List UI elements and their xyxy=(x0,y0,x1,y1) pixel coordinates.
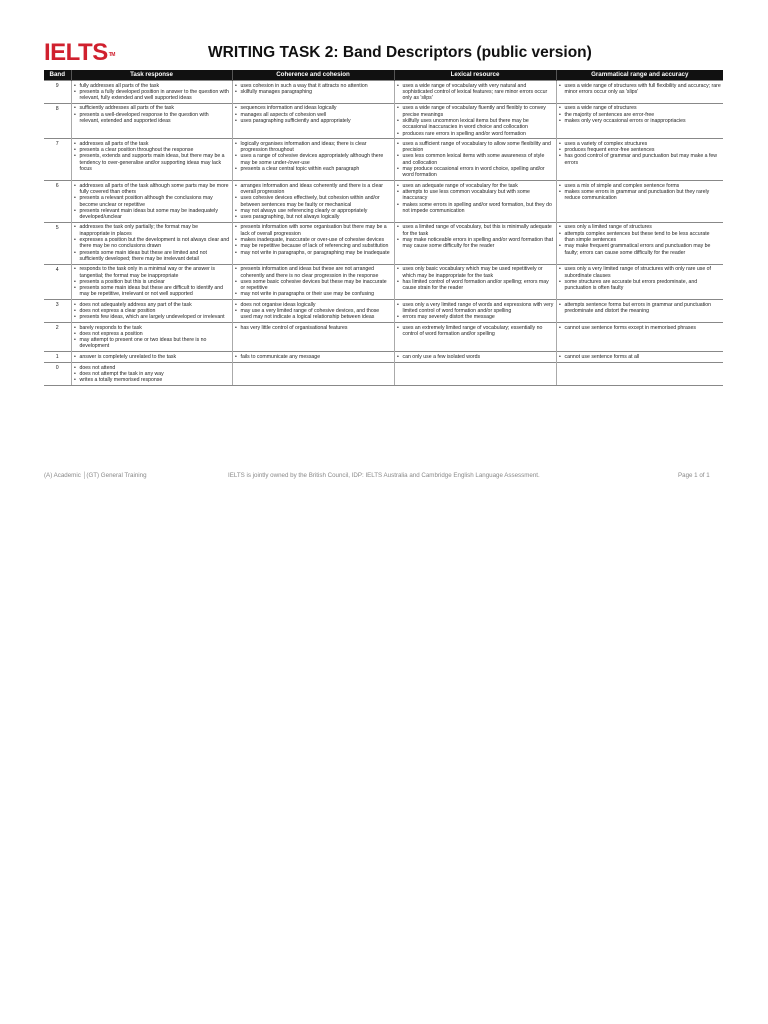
descriptor-cell-grammar xyxy=(556,323,723,352)
descriptor-list xyxy=(559,302,722,315)
descriptor-cell-task xyxy=(71,323,232,352)
descriptor-list xyxy=(559,105,722,124)
descriptor-cell-grammar xyxy=(556,139,723,181)
descriptor-item: • uses only a very limited range of structures with only rare use of subordinate clauses xyxy=(559,266,722,279)
descriptor-item: • uses a wide range of vocabulary with very natural and sophisticated control of lexical features; rare minor errors occur only as 'slips' xyxy=(397,83,554,102)
descriptor-list xyxy=(559,141,722,166)
descriptor-list xyxy=(559,224,722,255)
descriptor-item: • presents relevant main ideas but some may be inadequately developed/unclear xyxy=(74,208,230,221)
descriptor-cell-task xyxy=(71,81,232,104)
descriptor-item: • uses only basic vocabulary which may be used repetitively or which may be inappropriate for the task xyxy=(397,266,554,279)
table-row xyxy=(44,222,723,264)
descriptor-item: • presents a relevant position although the conclusions may become unclear or repetitive xyxy=(74,195,230,208)
descriptor-list xyxy=(235,83,392,96)
page-title: WRITING TASK 2: Band Descriptors (public version) xyxy=(208,44,592,61)
descriptor-item: • answer is completely unrelated to the task xyxy=(74,354,230,360)
descriptor-cell-lexical xyxy=(394,81,556,104)
descriptor-list xyxy=(397,302,554,321)
descriptor-item: • uses a range of cohesive devices appropriately although there may be some under-/over-use xyxy=(235,153,392,166)
table-row xyxy=(44,139,723,181)
descriptor-item: • uses a wide range of structures with full flexibility and accuracy; rare minor errors occur only as 'slips' xyxy=(559,83,722,96)
descriptor-item: • manages all aspects of cohesion well xyxy=(235,112,392,118)
descriptor-list xyxy=(559,183,722,202)
descriptor-item: • does not attend xyxy=(74,365,230,371)
descriptor-item: • errors may severely distort the message xyxy=(397,314,554,320)
descriptor-item: • responds to the task only in a minimal way or the answer is tangential; the format may be inappropriate xyxy=(74,266,230,279)
descriptor-list xyxy=(74,302,230,321)
descriptor-list xyxy=(397,105,554,136)
descriptor-list xyxy=(74,365,230,384)
table-row xyxy=(44,81,723,104)
descriptor-item: • some structures are accurate but errors predominate, and punctuation is often faulty xyxy=(559,279,722,292)
descriptor-item: • cannot use sentence forms except in memorised phrases xyxy=(559,325,722,331)
band-score: 1 xyxy=(44,352,71,363)
table-header-row xyxy=(44,70,723,81)
descriptor-list xyxy=(559,325,722,331)
descriptor-list xyxy=(74,141,230,172)
band-score: 8 xyxy=(44,103,71,138)
descriptor-item: • uses less common lexical items with some awareness of style and collocation xyxy=(397,153,554,166)
descriptor-item: • skilfully uses uncommon lexical items but there may be occasional inaccuracies in word choice and collocation xyxy=(397,118,554,131)
descriptor-item: • uses a wide range of structures xyxy=(559,105,722,111)
table-row xyxy=(44,181,723,223)
descriptor-cell-coherence xyxy=(232,300,394,323)
descriptor-item: • cannot use sentence forms at all xyxy=(559,354,722,360)
descriptor-item: • has good control of grammar and punctuation but may make a few errors xyxy=(559,153,722,166)
descriptor-cell-lexical xyxy=(394,363,556,386)
descriptor-list xyxy=(235,183,392,221)
descriptor-item: • uses a wide range of vocabulary fluently and flexibly to convey precise meanings xyxy=(397,105,554,118)
descriptor-item: • makes some errors in spelling and/or word formation, but they do not impede communication xyxy=(397,202,554,215)
descriptor-item: • sequences information and ideas logically xyxy=(235,105,392,111)
descriptor-list xyxy=(235,354,392,360)
descriptor-item: • fully addresses all parts of the task xyxy=(74,83,230,89)
descriptor-cell-lexical xyxy=(394,181,556,223)
descriptor-item: • uses cohesive devices effectively, but cohesion within and/or between sentences may be faulty or mechanical xyxy=(235,195,392,208)
footer-legend: (A) Academic │(GT) General Training xyxy=(44,472,147,479)
descriptor-item: • uses a mix of simple and complex sentence forms xyxy=(559,183,722,189)
descriptor-item: • uses a sufficient range of vocabulary to allow some flexibility and precision xyxy=(397,141,554,154)
descriptor-item: • attempts sentence forms but errors in grammar and punctuation predominate and distort the meaning xyxy=(559,302,722,315)
descriptor-item: • presents some main ideas but these are difficult to identify and may be repetitive, irrelevant or not well supported xyxy=(74,285,230,298)
descriptor-item: • may make noticeable errors in spelling and/or word formation that may cause some difficulty for the reader xyxy=(397,237,554,250)
descriptor-list xyxy=(74,105,230,124)
descriptor-cell-lexical xyxy=(394,139,556,181)
band-score: 9 xyxy=(44,81,71,104)
descriptor-list xyxy=(74,325,230,350)
descriptor-item: • sufficiently addresses all parts of the task xyxy=(74,105,230,111)
descriptor-item: • attempts to use less common vocabulary but with some inaccuracy xyxy=(397,189,554,202)
descriptor-item: • presents a position but this is unclear xyxy=(74,279,230,285)
descriptor-item: • uses only a limited range of structures xyxy=(559,224,722,230)
band-score: 7 xyxy=(44,139,71,181)
descriptor-cell-task xyxy=(71,103,232,138)
descriptor-cell-task xyxy=(71,264,232,299)
table-body xyxy=(44,81,723,386)
descriptor-item: • uses only a very limited range of words and expressions with very limited control of word formation and/or spelling xyxy=(397,302,554,315)
descriptor-list xyxy=(397,141,554,179)
descriptor-list xyxy=(235,302,392,321)
descriptor-cell-grammar xyxy=(556,81,723,104)
descriptor-item: • makes some errors in grammar and punctuation but they rarely reduce communication xyxy=(559,189,722,202)
descriptor-item: • presents, extends and supports main ideas, but there may be a tendency to over-generalise and/or supporting ideas may lack focus xyxy=(74,153,230,172)
descriptor-list xyxy=(235,325,392,331)
descriptor-item: • skilfully manages paragraphing xyxy=(235,89,392,95)
descriptor-item: • may not write in paragraphs, or paragraphing may be inadequate xyxy=(235,250,392,256)
descriptor-cell-lexical xyxy=(394,222,556,264)
descriptor-cell-grammar xyxy=(556,222,723,264)
column-header-lexical: Lexical resource xyxy=(394,70,556,81)
descriptor-list xyxy=(235,266,392,297)
descriptor-item: • attempts complex sentences but these tend to be less accurate than simple sentences xyxy=(559,231,722,244)
descriptor-cell-task xyxy=(71,352,232,363)
descriptor-item: • may be repetitive because of lack of referencing and substitution xyxy=(235,243,392,249)
descriptor-item: • presents information and ideas but these are not arranged coherently and there is no clear progression in the response xyxy=(235,266,392,279)
descriptor-list xyxy=(74,266,230,297)
descriptor-cell-grammar xyxy=(556,363,723,386)
descriptor-item: • barely responds to the task xyxy=(74,325,230,331)
descriptor-cell-coherence xyxy=(232,139,394,181)
band-score: 5 xyxy=(44,222,71,264)
descriptor-cell-coherence xyxy=(232,264,394,299)
descriptor-item: • uses an extremely limited range of vocabulary; essentially no control of word formation and/or spelling xyxy=(397,325,554,338)
descriptor-item: • may not write in paragraphs or their use may be confusing xyxy=(235,291,392,297)
column-header-band: Band xyxy=(44,70,71,81)
descriptor-cell-task xyxy=(71,222,232,264)
descriptor-list xyxy=(235,224,392,255)
descriptor-cell-grammar xyxy=(556,181,723,223)
band-score: 3 xyxy=(44,300,71,323)
descriptor-cell-task xyxy=(71,363,232,386)
descriptor-item: • does not express a position xyxy=(74,331,230,337)
descriptor-item: • logically organises information and ideas; there is clear progression throughout xyxy=(235,141,392,154)
descriptor-item: • fails to communicate any message xyxy=(235,354,392,360)
band-score: 0 xyxy=(44,363,71,386)
descriptor-list xyxy=(559,354,722,360)
table-row xyxy=(44,103,723,138)
descriptor-list xyxy=(559,83,722,96)
descriptor-item: • presents few ideas, which are largely undeveloped or irrelevant xyxy=(74,314,230,320)
descriptor-cell-task xyxy=(71,300,232,323)
descriptor-cell-lexical xyxy=(394,300,556,323)
descriptor-item: • uses paragraphing sufficiently and appropriately xyxy=(235,118,392,124)
descriptor-cell-coherence xyxy=(232,103,394,138)
descriptor-cell-coherence xyxy=(232,222,394,264)
descriptor-list xyxy=(397,83,554,102)
footer-page-number: Page 1 of 1 xyxy=(678,472,710,479)
descriptor-cell-coherence xyxy=(232,81,394,104)
descriptor-list xyxy=(74,224,230,262)
descriptor-cell-grammar xyxy=(556,352,723,363)
descriptor-item: • expresses a position but the development is not always clear and there may be no conclusions drawn xyxy=(74,237,230,250)
descriptor-item: • presents a fully developed position in answer to the question with relevant, fully extended and well supported ideas xyxy=(74,89,230,102)
descriptor-item: • makes inadequate, inaccurate or over-use of cohesive devices xyxy=(235,237,392,243)
descriptor-cell-lexical xyxy=(394,264,556,299)
descriptor-list xyxy=(74,354,230,360)
descriptor-item: • does not express a clear position xyxy=(74,308,230,314)
descriptor-item: • may not always use referencing clearly or appropriately xyxy=(235,208,392,214)
band-score: 2 xyxy=(44,323,71,352)
descriptor-item: • presents a clear position throughout the response xyxy=(74,147,230,153)
descriptor-cell-lexical xyxy=(394,103,556,138)
descriptor-cell-task xyxy=(71,139,232,181)
descriptor-item: • uses a variety of complex structures xyxy=(559,141,722,147)
descriptor-item: • presents some main ideas but these are limited and not sufficiently developed; there may be irrelevant detail xyxy=(74,250,230,263)
logo-text: IELTS xyxy=(44,39,108,66)
descriptor-item: • produces rare errors in spelling and/or word formation xyxy=(397,131,554,137)
descriptor-item: • addresses the task only partially; the format may be inappropriate in places xyxy=(74,224,230,237)
table-row xyxy=(44,264,723,299)
descriptor-cell-coherence xyxy=(232,323,394,352)
descriptor-item: • uses a limited range of vocabulary, but this is minimally adequate for the task xyxy=(397,224,554,237)
descriptor-cell-task xyxy=(71,181,232,223)
footer-ownership: IELTS is jointly owned by the British Council, IDP: IELTS Australia and Cambridge English Language Assessment. xyxy=(228,472,540,479)
descriptor-cell-grammar xyxy=(556,300,723,323)
descriptor-cell-lexical xyxy=(394,323,556,352)
descriptor-list xyxy=(74,83,230,102)
descriptor-item: • can only use a few isolated words xyxy=(397,354,554,360)
descriptor-item: • arranges information and ideas coherently and there is a clear overall progression xyxy=(235,183,392,196)
descriptor-item: • may attempt to present one or two ideas but there is no development xyxy=(74,337,230,350)
table-row xyxy=(44,300,723,323)
descriptor-item: • uses paragraphing, but not always logically xyxy=(235,214,392,220)
descriptor-item: • does not attempt the task in any way xyxy=(74,371,230,377)
descriptor-item: • may make frequent grammatical errors and punctuation may be faulty; errors can cause some difficulty for the reader xyxy=(559,243,722,256)
descriptor-list xyxy=(235,141,392,172)
descriptor-list xyxy=(397,354,554,360)
descriptor-item: • addresses all parts of the task xyxy=(74,141,230,147)
descriptor-item: • presents a clear central topic within each paragraph xyxy=(235,166,392,172)
descriptor-item: • does not adequately address any part of the task xyxy=(74,302,230,308)
table-row xyxy=(44,363,723,386)
descriptor-item: • uses cohesion in such a way that it attracts no attention xyxy=(235,83,392,89)
descriptor-list xyxy=(397,325,554,338)
descriptor-item: • presents a well-developed response to the question with relevant, extended and supported ideas xyxy=(74,112,230,125)
descriptor-item: • has limited control of word formation and/or spelling; errors may cause strain for the reader xyxy=(397,279,554,292)
descriptor-item: • addresses all parts of the task although some parts may be more fully covered than others xyxy=(74,183,230,196)
descriptor-item: • presents information with some organisation but there may be a lack of overall progression xyxy=(235,224,392,237)
descriptor-item: • may produce occasional errors in word choice, spelling and/or word formation xyxy=(397,166,554,179)
descriptor-list xyxy=(397,224,554,249)
descriptor-item: • may use a very limited range of cohesive devices, and those used may not indicate a logical relationship between ideas xyxy=(235,308,392,321)
descriptor-cell-coherence xyxy=(232,363,394,386)
band-score: 4 xyxy=(44,264,71,299)
descriptor-cell-grammar xyxy=(556,103,723,138)
descriptor-cell-lexical xyxy=(394,352,556,363)
descriptor-item: • has very little control of organisational features xyxy=(235,325,392,331)
descriptor-list xyxy=(235,105,392,124)
descriptor-item: • does not organise ideas logically xyxy=(235,302,392,308)
table-row xyxy=(44,323,723,352)
descriptor-list xyxy=(397,266,554,291)
descriptor-item: • uses an adequate range of vocabulary for the task xyxy=(397,183,554,189)
descriptor-list xyxy=(559,266,722,291)
descriptor-list xyxy=(74,183,230,221)
descriptor-item: • writes a totally memorised response xyxy=(74,377,230,383)
descriptor-item: • the majority of sentences are error-free xyxy=(559,112,722,118)
table-row xyxy=(44,352,723,363)
descriptor-item: • produces frequent error-free sentences xyxy=(559,147,722,153)
column-header-grammar: Grammatical range and accuracy xyxy=(556,70,723,81)
column-header-task-response: Task response xyxy=(71,70,232,81)
descriptor-item: • makes only very occasional errors or inappropriacies xyxy=(559,118,722,124)
descriptor-cell-coherence xyxy=(232,181,394,223)
logo-trademark: TM xyxy=(108,52,115,58)
descriptor-list xyxy=(397,183,554,214)
column-header-coherence: Coherence and cohesion xyxy=(232,70,394,81)
ielts-logo xyxy=(44,40,115,66)
descriptor-item: • uses some basic cohesive devices but these may be inaccurate or repetitive xyxy=(235,279,392,292)
descriptor-cell-coherence xyxy=(232,352,394,363)
descriptor-cell-grammar xyxy=(556,264,723,299)
band-score: 6 xyxy=(44,181,71,223)
band-descriptors-table xyxy=(44,70,723,386)
